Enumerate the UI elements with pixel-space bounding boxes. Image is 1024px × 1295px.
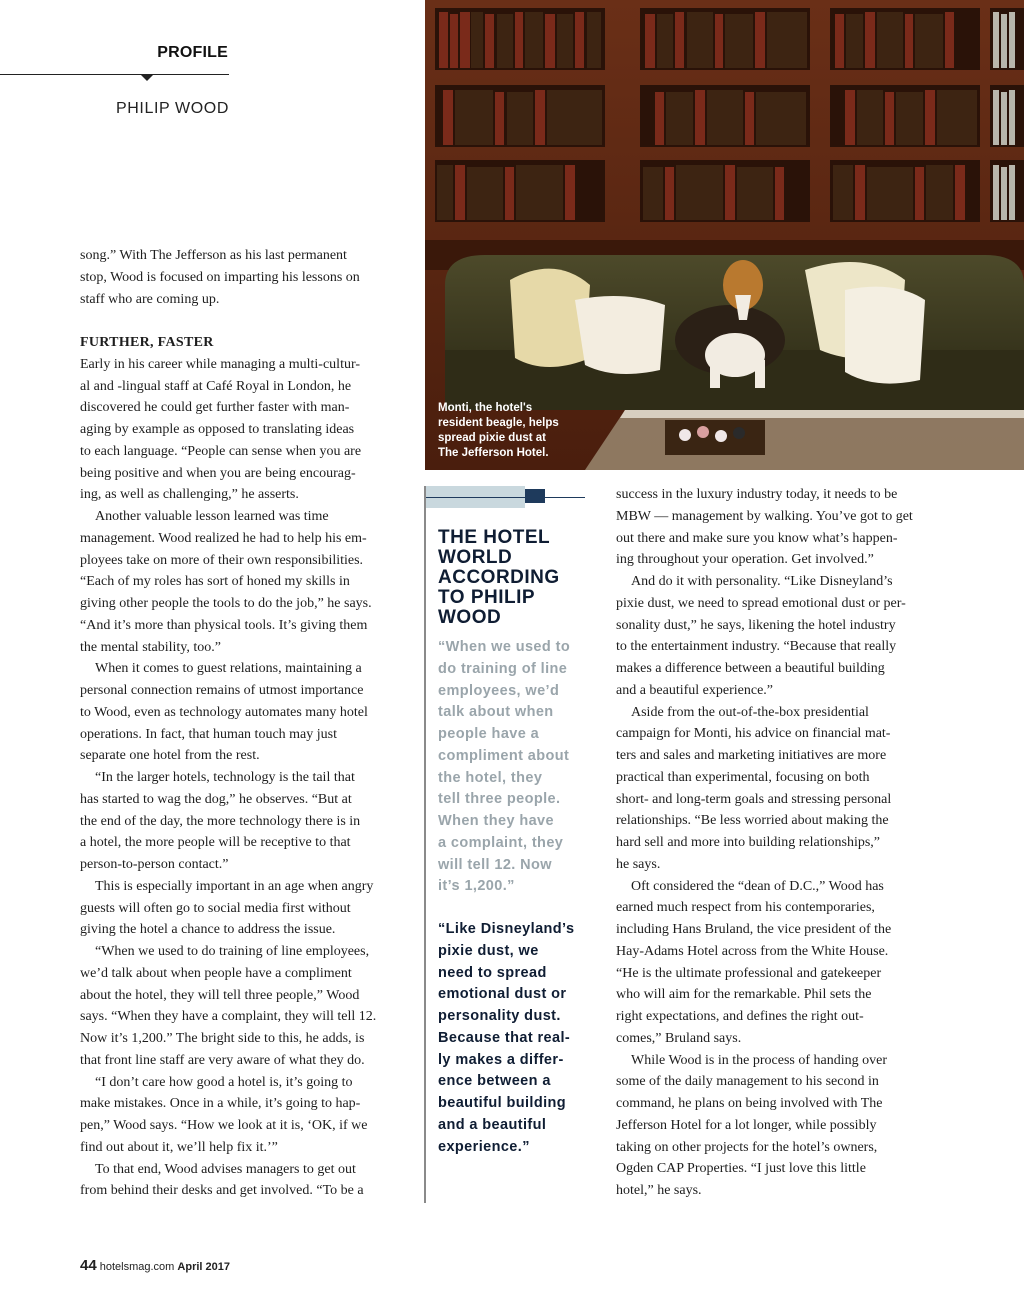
text-line: being positive and when you are being encourag- — [80, 465, 356, 481]
text-line: who will aim for the remarkable. Phil sets the — [616, 987, 872, 1003]
quote-line: do training of line — [438, 660, 568, 677]
text-line: al and -lingual staff at Café Royal in London, he — [80, 378, 352, 394]
quote-line: will tell 12. Now — [438, 856, 552, 873]
text-line: And do it with personality. “Like Disneyland’s — [631, 574, 893, 589]
text-line: to the entertainment industry. “Because that really — [616, 639, 897, 655]
text-line: “He is the ultimate professional and gatekeeper — [616, 965, 882, 981]
sidebar-title: THE HOTEL WORLD ACCORDING TO PHILIP WOOD — [438, 527, 560, 628]
text-line: from behind their desks and get involved. “To be a — [80, 1183, 364, 1199]
text-line: hard sell and more into building relationships,” — [616, 835, 881, 850]
text-line: command, he plans on being involved with The — [616, 1096, 883, 1111]
text-line: says. “When they have a complaint, they will tell 12. — [80, 1009, 377, 1025]
text-line: stop, Wood is focused on imparting his lessons on — [80, 269, 360, 285]
quote-line: pixie dust, we — [438, 942, 539, 959]
article-photo — [425, 0, 1024, 470]
text-line: “In the larger hotels, technology is the tail that — [95, 770, 355, 785]
text-line: and a beautiful experience.” — [616, 682, 774, 698]
text-line: ters and sales and marketing initiatives are more — [616, 748, 887, 763]
text-line: comes,” Bruland says. — [616, 1030, 742, 1046]
text-line: song.” With The Jefferson as his last permanent — [80, 248, 347, 263]
text-line: to each language. “People can sense when you are — [80, 443, 362, 459]
text-line: sonality dust,” he says, likening the hotel industry — [616, 617, 896, 633]
quote-line: it’s 1,200.” — [438, 878, 515, 895]
text-line: Oft considered the “dean of D.C.,” Wood has — [631, 878, 884, 894]
quote-line: ly makes a differ- — [438, 1051, 564, 1068]
text-line: we’d talk about when people have a compliment — [80, 965, 352, 981]
coffee-table — [585, 410, 1024, 470]
text-line: ing, as well as challenging,” he asserts. — [80, 487, 299, 503]
text-line: This is especially important in an age when angry — [95, 878, 374, 894]
text-line: campaign for Monti, his advice on financial mat- — [616, 726, 891, 742]
text-line: To that end, Wood advises managers to get out — [95, 1161, 356, 1177]
quote-line: When they have — [438, 813, 554, 829]
text-line: MBW — management by walking. You’ve got to get — [616, 508, 913, 524]
text-line: about the hotel, they will tell three people,” Wood — [80, 987, 360, 1003]
paragraph-gap — [80, 310, 410, 332]
text-line: management. Wood realized he had to help his em- — [80, 530, 367, 546]
page-number: 44 — [80, 1257, 97, 1274]
text-line: find out about it, we’ll help fix it.’” — [80, 1139, 278, 1155]
quote-line: a complaint, they — [438, 834, 564, 851]
text-line: guests will often go to social media first without — [80, 900, 351, 916]
text-line: makes a difference between a beautiful building — [616, 661, 885, 676]
text-line: separate one hotel from the rest. — [80, 748, 260, 764]
quote-line: need to spread — [438, 964, 547, 981]
footer-issue-date: April 2017 — [177, 1261, 230, 1273]
text-line: giving the hotel a chance to address the issue. — [80, 922, 336, 938]
quote-line: employees, we’d — [438, 682, 560, 699]
text-line: taking on other projects for the hotel’s owners, — [616, 1139, 878, 1155]
sidebar-header-line — [425, 497, 585, 498]
text-line: he says. — [616, 856, 661, 872]
text-line: giving other people the tools to do the job,” he says. — [80, 596, 372, 611]
bookshelf — [435, 8, 1024, 222]
text-line: Jefferson Hotel for a lot longer, while possibly — [616, 1117, 877, 1133]
text-line: Early in his career while managing a multi-cultur- — [80, 356, 361, 372]
sidebar-quote-pixie-dust — [438, 919, 590, 1158]
header-rule — [0, 74, 229, 75]
page-footer — [80, 1257, 230, 1274]
text-line: “When we used to do training of line employees, — [95, 944, 370, 959]
text-line: person-to-person contact.” — [80, 857, 229, 872]
quote-line: tell three people. — [438, 791, 561, 808]
text-line: hotel,” he says. — [616, 1183, 702, 1198]
footer-site: hotelsmag.com — [99, 1261, 175, 1273]
text-line: aging by example as opposed to translating ideas — [80, 422, 355, 437]
text-line: pixie dust, we need to spread emotional dust or per- — [616, 595, 906, 611]
text-line: “I don’t care how good a hotel is, it’s going to — [95, 1074, 353, 1090]
sidebar-rule — [424, 486, 426, 1203]
text-line: Aside from the out-of-the-box presidential — [631, 704, 869, 720]
text-line: Ogden CAP Properties. “I just love this little — [616, 1161, 866, 1177]
article-column-left — [80, 245, 410, 1202]
text-line: has started to wag the dog,” he observes. “But at — [80, 791, 352, 807]
quote-line: compliment about — [438, 747, 570, 764]
section-label: PROFILE — [157, 44, 228, 61]
quote-line: beautiful building — [438, 1095, 567, 1111]
quote-line: “Like Disneyland’s — [438, 921, 575, 937]
text-line: practical than experimental, focusing on both — [616, 769, 870, 785]
text-line: the mental stability, too.” — [80, 639, 222, 655]
text-line: success in the luxury industry today, it needs to be — [616, 487, 898, 502]
text-line: that front line staff are very aware of what they do. — [80, 1052, 365, 1068]
text-line: Now it’s 1,200.” The bright side to this, he adds, is — [80, 1031, 365, 1046]
text-line: ing throughout your operation. Get involved.” — [616, 552, 874, 568]
author-name: PHILIP WOOD — [116, 100, 229, 117]
quote-line: Because that real- — [438, 1029, 571, 1046]
quote-line: experience.” — [438, 1138, 530, 1155]
photo-caption: Monti, the hotel's resident beagle, helps spread pixie dust at The Jefferson Hotel. — [438, 402, 559, 459]
text-line: to Wood, even as technology automates many hotel — [80, 704, 368, 720]
quote-line: and a beautiful — [438, 1116, 547, 1133]
text-line: the end of the day, the more technology there is in — [80, 813, 361, 829]
text-line: Another valuable lesson learned was time — [95, 509, 329, 524]
quote-line: emotional dust or — [438, 986, 567, 1003]
text-line: When it comes to guest relations, maintaining a — [95, 661, 362, 677]
quote-line: personality dust. — [438, 1008, 561, 1024]
quote-line: talk about when — [438, 704, 554, 721]
quote-line: “When we used to — [438, 639, 571, 655]
text-line: “And it’s more than physical tools. It’s giving them — [80, 617, 368, 633]
text-line: relationships. “Be less worried about making the — [616, 813, 889, 829]
text-line: short- and long-term goals and stressing personal — [616, 791, 892, 807]
quote-line: people have a — [438, 726, 540, 742]
text-line: operations. In fact, that human touch may just — [80, 726, 337, 742]
text-line: Hay-Adams Hotel across from the White House. — [616, 943, 889, 959]
text-line: “Each of my roles has sort of honed my skills in — [80, 574, 350, 590]
text-line: including Hans Bruland, the vice president of the — [616, 922, 892, 937]
text-line: earned much respect from his contemporaries, — [616, 900, 875, 916]
quote-line: ence between a — [438, 1073, 551, 1090]
text-line: staff who are coming up. — [80, 291, 220, 307]
header-rule-notch — [140, 74, 154, 81]
text-line: personal connection remains of utmost importance — [80, 683, 364, 698]
text-line: discovered he could get further faster with man- — [80, 400, 350, 416]
text-line: some of the daily management to his second in — [616, 1074, 879, 1090]
text-line: make mistakes. Once in a while, it’s going to hap- — [80, 1096, 361, 1112]
text-line: ployees take on more of their own responsibilities. — [80, 552, 364, 568]
text-line: a hotel, the more people will be receptive to that — [80, 835, 351, 851]
sidebar-quote-complaints — [438, 637, 590, 898]
text-line: out there and make sure you know what’s happen- — [616, 530, 898, 546]
text-line: right expectations, and defines the right out- — [616, 1009, 864, 1024]
text-line: pen,” Wood says. “How we look at it is, ‘OK, if we — [80, 1118, 368, 1133]
sidebar-header-mark — [525, 489, 545, 503]
quote-line: the hotel, they — [438, 769, 543, 786]
article-column-right — [616, 484, 946, 1202]
subheading: FURTHER, FASTER — [80, 335, 214, 350]
text-line: While Wood is in the process of handing over — [631, 1052, 888, 1068]
